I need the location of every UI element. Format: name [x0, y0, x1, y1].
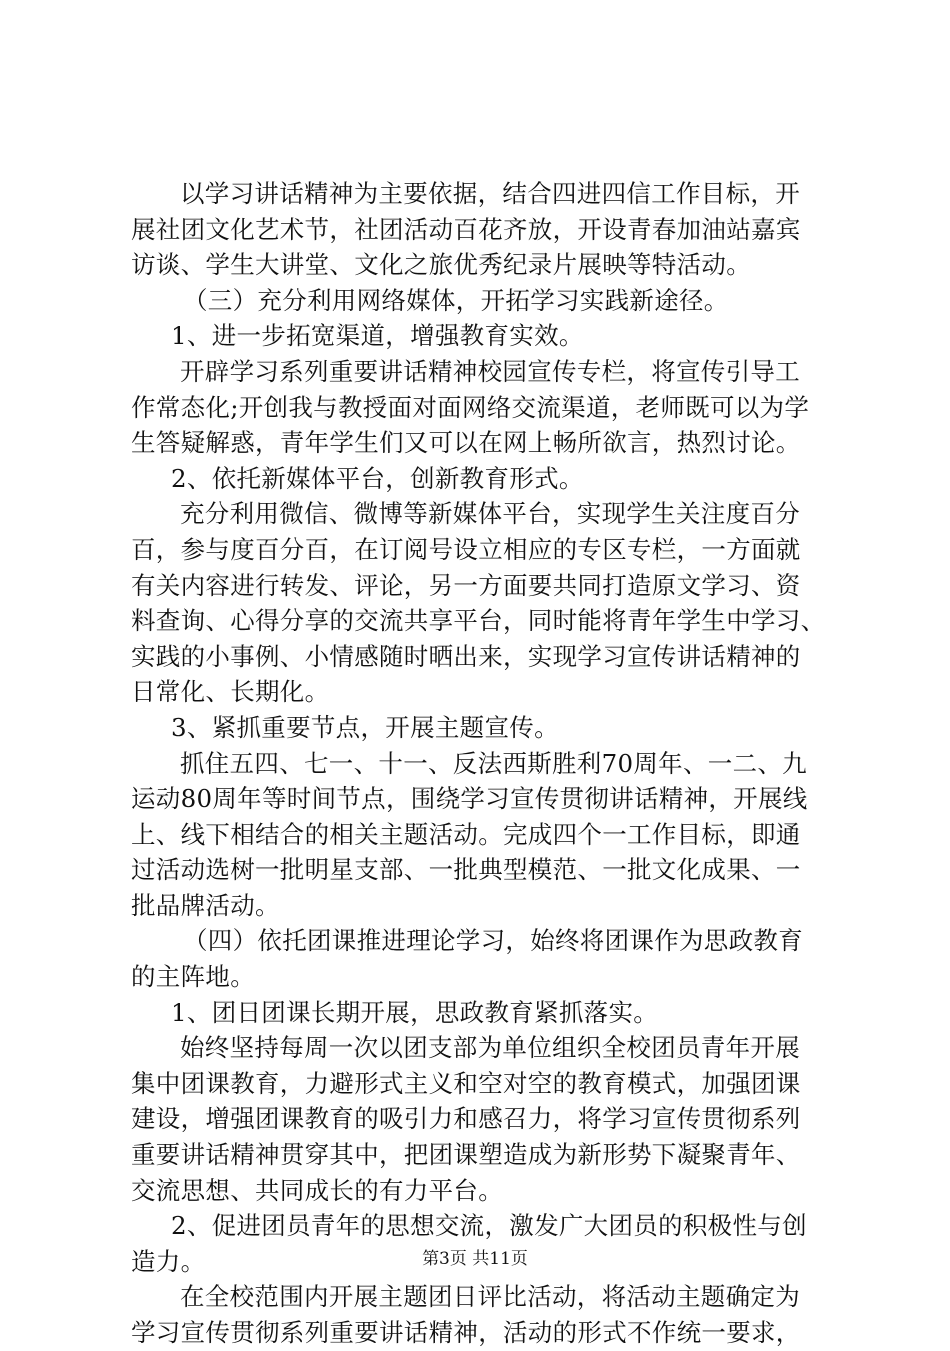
text-line: 运动80周年等时间节点，围绕学习宣传贯彻讲话精神，开展线 — [131, 784, 808, 814]
text-line: 造力。 — [131, 1246, 206, 1276]
text-line: 实践的小事例、小情感随时晒出来，实现学习宣传讲话精神的 — [131, 641, 801, 671]
text-line: 上、线下相结合的相关主题活动。完成四个一工作目标，即通 — [131, 819, 801, 849]
text-line: 生答疑解惑，青年学生们又可以在网上畅所欲言，热烈讨论。 — [131, 428, 801, 458]
text-line: 日常化、长期化。 — [131, 677, 330, 707]
text-line: 1、进一步拓宽渠道，增强教育实效。 — [171, 321, 584, 351]
text-line: 建设，增强团课教育的吸引力和感召力，将学习宣传贯彻系列 — [131, 1104, 801, 1134]
text-line: 重要讲话精神贯穿其中，把团课塑造成为新形势下凝聚青年、 — [131, 1140, 801, 1170]
text-line: （三）充分利用网络媒体，开拓学习实践新途径。 — [183, 285, 729, 315]
text-line: 过活动选树一批明星支部、一批典型模范、一批文化成果、一 — [131, 855, 801, 885]
text-line: 展社团文化艺术节，社团活动百花齐放，开设青春加油站嘉宾 — [131, 214, 801, 244]
text-line: 访谈、学生大讲堂、文化之旅优秀纪录片展映等特活动。 — [131, 250, 751, 280]
text-line: 集中团课教育，力避形式主义和空对空的教育模式，加强团课 — [131, 1068, 801, 1098]
text-line: 2、促进团员青年的思想交流，激发广大团员的积极性与创 — [171, 1211, 807, 1241]
document-body — [131, 176, 826, 1351]
text-line: 以学习讲话精神为主要依据，结合四进四信工作目标，开 — [180, 179, 800, 208]
text-line: 始终坚持每周一次以团支部为单位组织全校团员青年开展 — [180, 1033, 800, 1063]
text-line: 在全校范围内开展主题团日评比活动，将活动主题确定为 — [180, 1282, 800, 1312]
page-footer: 第3页 共11页 — [422, 1249, 528, 1269]
text-line: 1、团日团课长期开展，思政教育紧抓落实。 — [171, 997, 659, 1027]
text-line: 交流思想、共同成长的有力平台。 — [131, 1175, 503, 1205]
text-line: 的主阵地。 — [131, 962, 255, 992]
text-line: 抓住五四、七一、十一、反法西斯胜利70周年、一二、九 — [180, 748, 807, 778]
text-line: 开辟学习系列重要讲话精神校园宣传专栏，将宣传引导工 — [180, 356, 800, 386]
text-line: （四）依托团课推进理论学习，始终将团课作为思政教育 — [183, 926, 803, 956]
text-line: 有关内容进行转发、评论，另一方面要共同打造原文学习、资 — [131, 570, 801, 600]
text-line: 批品牌活动。 — [131, 890, 280, 920]
text-line: 百，参与度百分百，在订阅号设立相应的专区专栏，一方面就 — [131, 534, 801, 564]
text-line: 作常态化;开创我与教授面对面网络交流渠道，老师既可以为学 — [131, 392, 810, 422]
text-line: 充分利用微信、微博等新媒体平台，实现学生关注度百分 — [180, 499, 800, 529]
text-line: 学习宣传贯彻系列重要讲话精神，活动的形式不作统一要求， — [131, 1318, 801, 1347]
text-line: 料查询、心得分享的交流共享平台，同时能将青年学生中学习、 — [131, 606, 826, 636]
text-line: 2、依托新媒体平台，创新教育形式。 — [171, 463, 584, 493]
text-line: 3、紧抓重要节点，开展主题宣传。 — [171, 712, 559, 742]
